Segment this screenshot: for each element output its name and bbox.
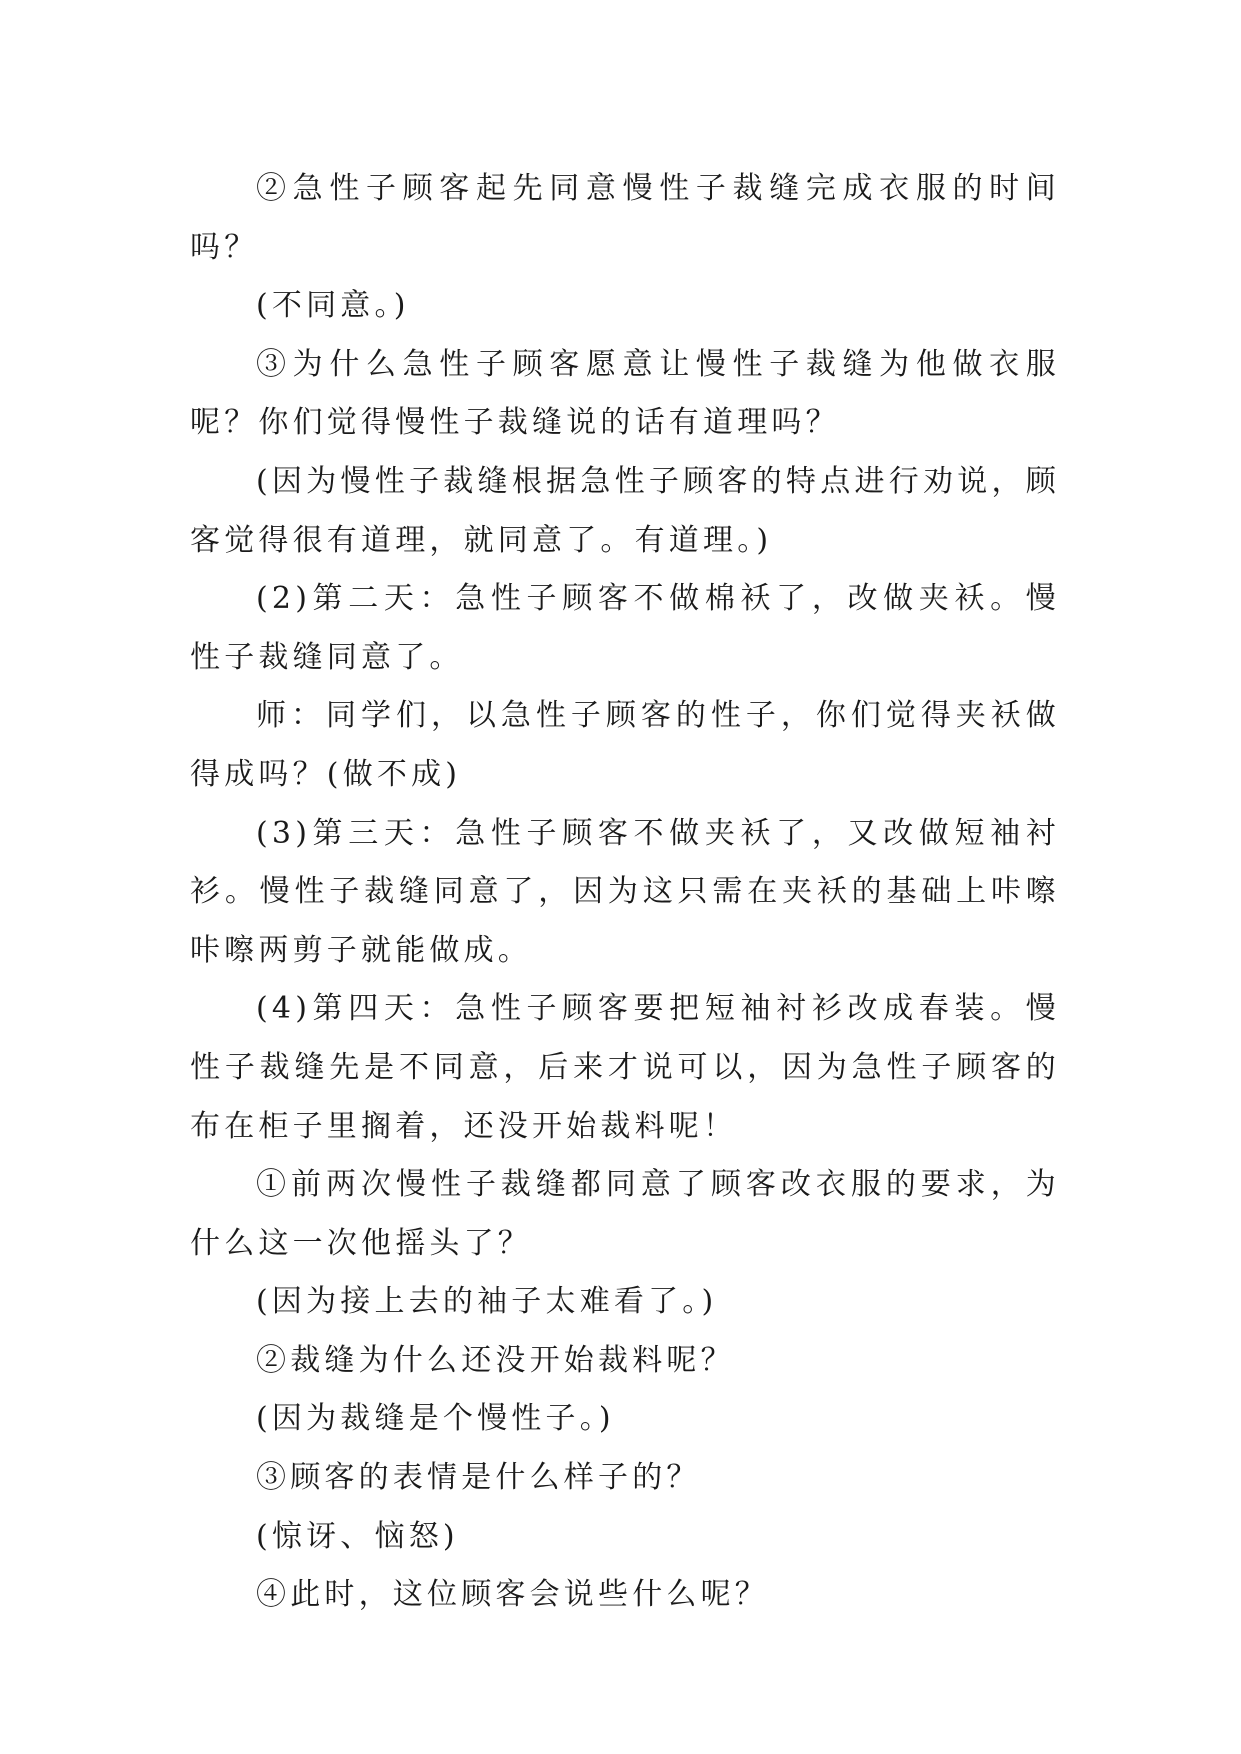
paragraph-8: (4)第四天：急性子顾客要把短袖衬衫改成春装。慢性子裁缝先是不同意，后来才说可以，因为急性子顾客的布在柜子里搁着，还没开始裁料呢！ (190, 991, 1060, 1144)
paragraph-7: (3)第三天：急性子顾客不做夹袄了，又改做短袖衬衫。慢性子裁缝同意了，因为这只需在夹袄的基础上咔嚓咔嚓两剪子就能做成。 (190, 815, 1060, 968)
paragraph-13: ③顾客的表情是什么样子的？ (256, 1460, 701, 1496)
paragraph-15: ④此时，这位顾客会说些什么呢？ (256, 1577, 769, 1613)
paragraph-9: ①前两次慢性子裁缝都同意了顾客改衣服的要求，为什么这一次他摇头了？ (190, 1167, 1060, 1261)
paragraph-11: ②裁缝为什么还没开始裁料呢？ (256, 1342, 735, 1378)
paragraph-1: ②急性子顾客起先同意慢性子裁缝完成衣服的时间吗？ (190, 171, 1060, 265)
document-page (190, 160, 1060, 1625)
paragraph-10: (因为接上去的袖子太难看了。) (256, 1284, 718, 1320)
paragraph-4: (因为慢性子裁缝根据急性子顾客的特点进行劝说，顾客觉得很有道理，就同意了。有道理。) (190, 463, 1060, 558)
paragraph-3: ③为什么急性子顾客愿意让慢性子裁缝为他做衣服呢？你们觉得慢性子裁缝说的话有道理吗？ (190, 346, 1060, 441)
paragraph-12: (因为裁缝是个慢性子。) (256, 1401, 615, 1437)
paragraph-14: (惊讶、恼怒) (256, 1518, 459, 1554)
paragraph-2: (不同意。) (256, 288, 410, 324)
paragraph-6: 师：同学们，以急性子顾客的性子，你们觉得夹袄做得成吗？(做不成) (190, 698, 1060, 792)
paragraph-5: (2)第二天：急性子顾客不做棉袄了，改做夹袄。慢性子裁缝同意了。 (190, 581, 1060, 675)
